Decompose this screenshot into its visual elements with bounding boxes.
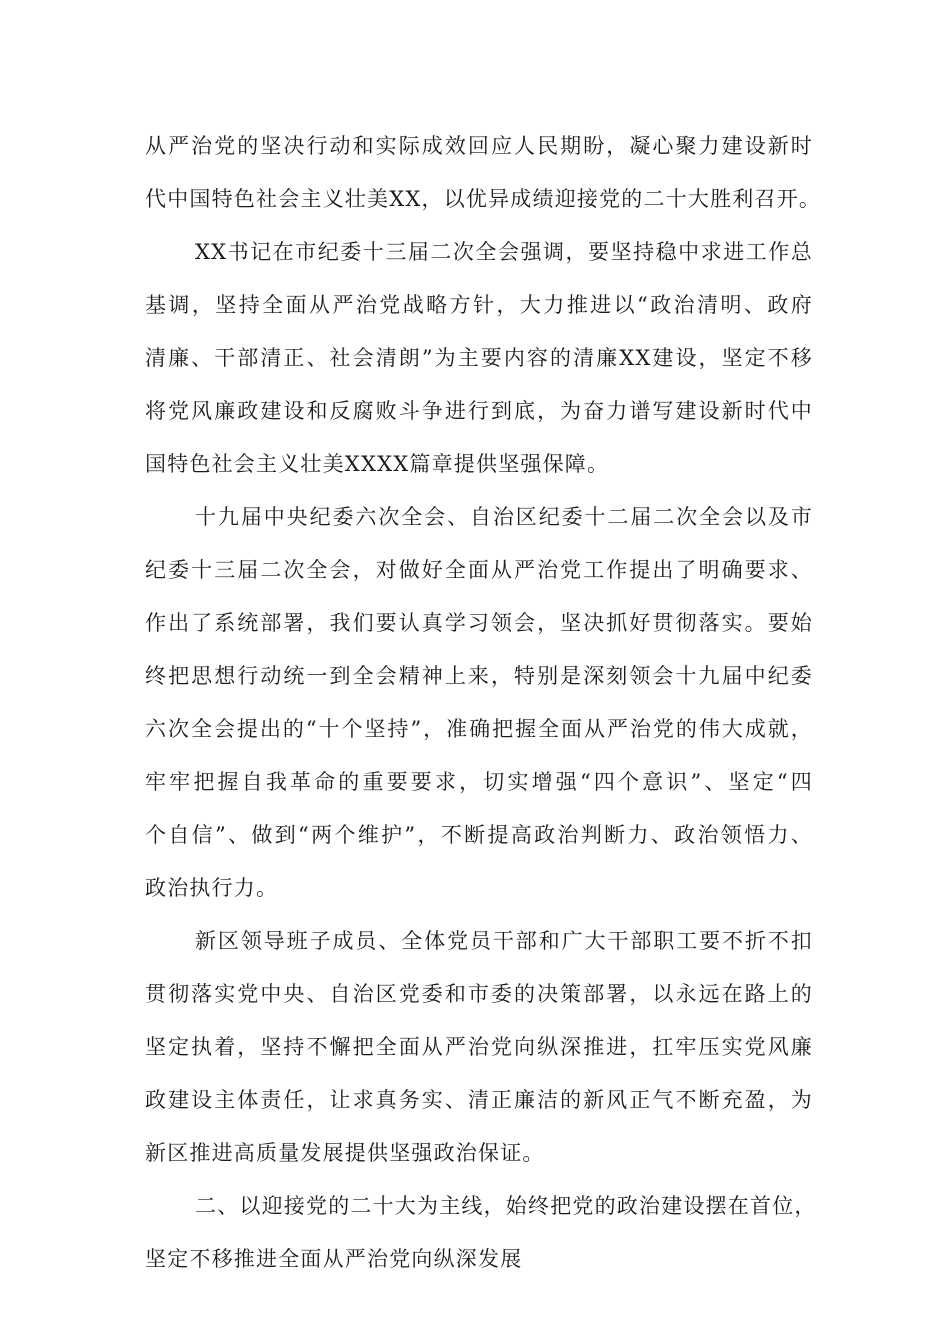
paragraph-4	[145, 915, 813, 1180]
text-line: 基调，坚持全面从严治党战略方针，大力推进以“政治清明、政府	[145, 293, 813, 317]
text-line: 新区推进高质量发展提供坚强政治保证。	[145, 1141, 545, 1165]
text-line: 政治执行力。	[145, 876, 279, 900]
text-line: XX书记在市纪委十三届二次全会强调，要坚持稳中求进工作总	[195, 240, 813, 264]
text-line: 纪委十三届二次全会，对做好全面从严治党工作提出了明确要求、	[145, 558, 813, 582]
paragraph-5	[145, 1180, 817, 1286]
text-line: 十九届中央纪委六次全会、自治区纪委十二届二次全会以及市	[195, 505, 813, 529]
text-line: 贯彻落实党中央、自治区党委和市委的决策部署，以永远在路上的	[145, 982, 813, 1006]
document-body	[145, 120, 822, 1286]
text-line: 清廉、干部清正、社会清朗”为主要内容的清廉XX建设，坚定不移	[145, 346, 813, 370]
text-line: 国特色社会主义壮美XXXX篇章提供坚强保障。	[145, 452, 610, 476]
text-line: 个自信”、做到“两个维护”，不断提高政治判断力、政治领悟力、	[145, 823, 813, 847]
text-line: 新区领导班子成员、全体党员干部和广大干部职工要不折不扣	[195, 929, 813, 953]
text-line: 牢牢把握自我革命的重要要求，切实增强“四个意识”、坚定“四	[145, 770, 813, 794]
text-line: 代中国特色社会主义壮美XX，以优异成绩迎接党的二十大胜利召开。	[145, 187, 822, 211]
text-line: 将党风廉政建设和反腐败斗争进行到底，为奋力谱写建设新时代中	[145, 399, 813, 423]
text-line: 终把思想行动统一到全会精神上来，特别是深刻领会十九届中纪委	[145, 664, 813, 688]
paragraph-3	[145, 491, 813, 915]
text-line: 坚定执着，坚持不懈把全面从严治党向纵深推进，扛牢压实党风廉	[145, 1035, 813, 1059]
paragraph-2	[145, 226, 813, 491]
text-line: 政建设主体责任，让求真务实、清正廉洁的新风正气不断充盈，为	[145, 1088, 813, 1112]
paragraph-1	[145, 120, 822, 226]
section-heading-line: 二、以迎接党的二十大为主线，始终把党的政治建设摆在首位，	[195, 1194, 817, 1218]
text-line: 作出了系统部署，我们要认真学习领会，坚决抓好贯彻落实。要始	[145, 611, 813, 635]
text-line: 从严治党的坚决行动和实际成效回应人民期盼，凝心聚力建设新时	[145, 134, 813, 158]
section-heading-line: 坚定不移推进全面从严治党向纵深发展	[145, 1247, 523, 1271]
text-line: 六次全会提出的“十个坚持”，准确把握全面从严治党的伟大成就，	[145, 717, 813, 741]
